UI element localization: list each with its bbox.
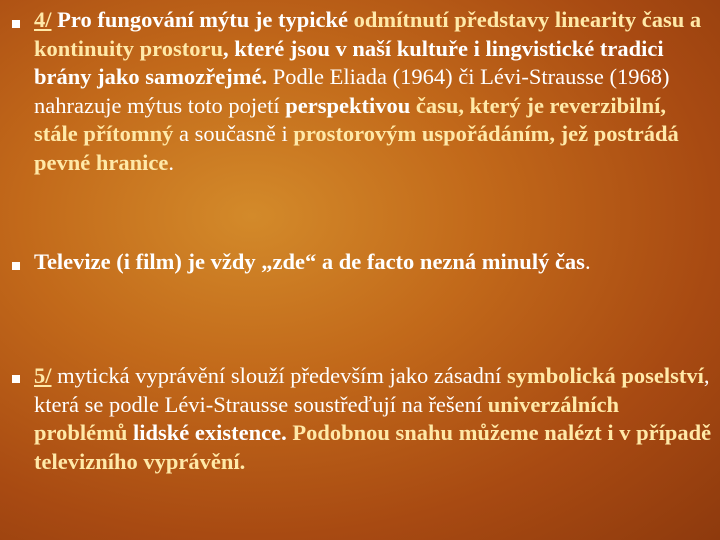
text-run: Podle Eliada (1964) či Lévi-Strausse (1968) nahrazuje mýtus toto pojetí xyxy=(34,64,670,118)
text-run: času, který je reverzibilní, stále přítomný xyxy=(34,92,666,146)
text-run: lidské existence. xyxy=(127,420,287,445)
bullet-text-3 xyxy=(34,362,714,476)
text-run: 5/ xyxy=(34,363,52,388)
text-run: mytická vyprávění slouží především jako zásadní xyxy=(51,363,508,388)
text-run: odmítnutí představy linearity času a kontinuity prostoru xyxy=(34,7,702,61)
text-run: Podobnou snahu můžeme nalézt i v případě televizního vyprávění. xyxy=(34,420,712,474)
text-run: Pro fungování mýtu je typické xyxy=(51,7,354,32)
bullet-square-icon xyxy=(12,375,20,383)
text-run: Televize (i film) je vždy „zde“ a de facto nezná minulý čas xyxy=(34,249,585,274)
text-run: prostorovým uspořádáním, jež postrádá pevné hranice xyxy=(34,121,679,175)
text-run: . xyxy=(168,149,174,175)
text-run: perspektivou xyxy=(285,92,411,118)
text-run: , které jsou v naší kultuře i lingvistické tradici brány jako samozřejmé. xyxy=(34,35,664,89)
text-run: univerzálních problémů xyxy=(34,391,620,445)
text-run: , která se podle Lévi-Strausse soustřeďují na řešení xyxy=(34,363,710,417)
bullet-square-icon xyxy=(12,20,20,28)
text-run: . xyxy=(584,249,591,274)
bullet-text-2 xyxy=(34,248,714,277)
bullet-text-1 xyxy=(34,6,714,177)
text-run: a současně i xyxy=(173,121,294,146)
text-run: symbolická poselství xyxy=(507,363,704,388)
bullet-square-icon xyxy=(12,262,20,270)
text-run: 4/ xyxy=(34,7,52,32)
